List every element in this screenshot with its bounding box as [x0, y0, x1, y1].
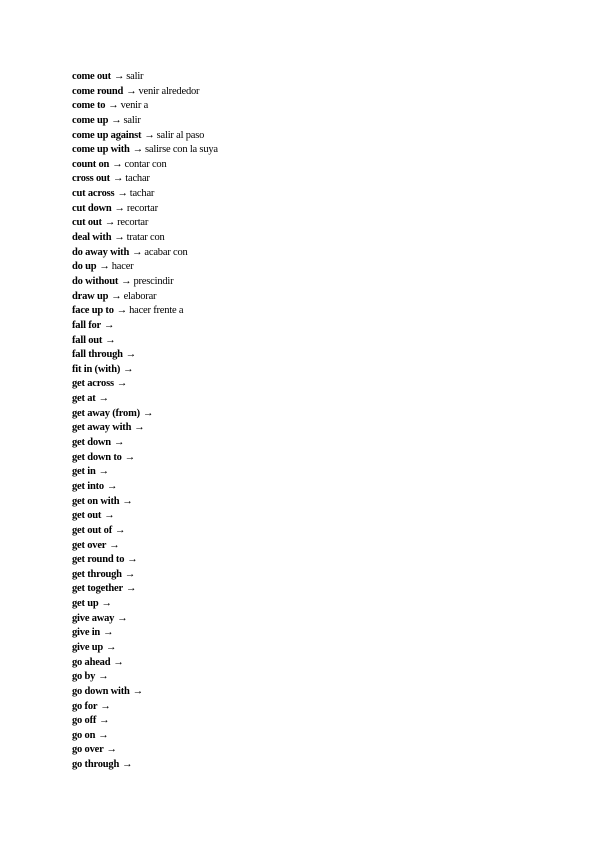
list-item	[72, 348, 218, 363]
right-arrow-icon: →	[132, 685, 144, 697]
list-item	[72, 436, 218, 451]
list-item	[72, 407, 218, 422]
right-arrow-icon: →	[111, 290, 122, 302]
phrasal-verb: come out	[72, 71, 111, 82]
right-arrow-icon: →	[116, 305, 128, 317]
translation: hacer	[111, 261, 134, 273]
right-arrow-icon: →	[132, 144, 143, 156]
phrasal-verb: go for	[72, 700, 98, 712]
phrasal-verb: fall out	[72, 334, 103, 346]
right-arrow-icon: →	[113, 437, 125, 449]
list-item	[72, 231, 218, 246]
phrasal-verb: get together	[72, 583, 123, 595]
phrasal-verb: go on	[72, 729, 96, 741]
phrasal-verb: get out	[72, 510, 102, 522]
phrasal-verb-list	[72, 70, 218, 773]
right-arrow-icon: →	[104, 217, 116, 229]
phrasal-verb: go off	[72, 715, 97, 727]
right-arrow-icon: →	[113, 656, 124, 668]
phrasal-verb: get up	[72, 598, 99, 610]
list-item	[72, 70, 218, 85]
right-arrow-icon: →	[134, 422, 145, 434]
list-item	[72, 246, 218, 261]
right-arrow-icon: →	[117, 188, 128, 200]
list-item	[72, 377, 218, 392]
right-arrow-icon: →	[109, 539, 120, 551]
right-arrow-icon: →	[98, 671, 109, 683]
list-item	[72, 143, 218, 158]
list-item	[72, 85, 218, 100]
phrasal-verb: go ahead	[72, 656, 111, 668]
phrasal-verb: cut down	[72, 202, 112, 214]
right-arrow-icon: →	[111, 114, 122, 126]
right-arrow-icon: →	[121, 275, 132, 287]
phrasal-verb: get down to	[72, 451, 122, 463]
right-arrow-icon: →	[125, 583, 137, 595]
right-arrow-icon: →	[132, 246, 143, 258]
translation: tratar con	[126, 232, 165, 244]
list-item	[72, 524, 218, 539]
list-item	[72, 612, 218, 627]
translation: salir	[126, 71, 144, 82]
right-arrow-icon: →	[104, 510, 115, 522]
list-item	[72, 187, 218, 202]
list-item	[72, 670, 218, 685]
list-item	[72, 495, 218, 510]
phrasal-verb: fall through	[72, 349, 123, 361]
phrasal-verb: come up against	[72, 129, 142, 141]
phrasal-verb: draw up	[72, 290, 109, 302]
right-arrow-icon: →	[112, 158, 123, 170]
right-arrow-icon: →	[125, 349, 137, 361]
list-item	[72, 626, 218, 641]
list-item	[72, 700, 218, 715]
list-item	[72, 597, 218, 612]
right-arrow-icon: →	[124, 568, 136, 580]
phrasal-verb: face up to	[72, 305, 114, 317]
list-item	[72, 509, 218, 524]
phrasal-verb: get across	[72, 378, 114, 390]
right-arrow-icon: →	[108, 100, 119, 112]
phrasal-verb: get round to	[72, 554, 125, 566]
phrasal-verb: get down	[72, 437, 111, 449]
phrasal-verb: fall for	[72, 319, 102, 331]
phrasal-verb: cut out	[72, 217, 102, 229]
translation: prescindir	[133, 275, 174, 287]
phrasal-verb: come up with	[72, 144, 130, 156]
right-arrow-icon: →	[99, 715, 110, 727]
list-item	[72, 275, 218, 290]
right-arrow-icon: →	[115, 524, 126, 536]
right-arrow-icon: →	[142, 407, 154, 419]
phrasal-verb: do up	[72, 261, 97, 273]
right-arrow-icon: →	[144, 129, 155, 141]
phrasal-verb: get away (from)	[72, 407, 140, 419]
list-item	[72, 363, 218, 378]
translation: recortar	[117, 217, 149, 229]
list-item	[72, 129, 218, 144]
right-arrow-icon: →	[106, 744, 117, 756]
phrasal-verb: go through	[72, 759, 120, 771]
list-item	[72, 480, 218, 495]
translation: recortar	[126, 202, 158, 214]
list-item	[72, 743, 218, 758]
list-item	[72, 451, 218, 466]
list-item	[72, 319, 218, 334]
translation: venir alrededor	[138, 85, 200, 97]
phrasal-verb: deal with	[72, 232, 112, 244]
translation: venir a	[120, 100, 149, 112]
list-item	[72, 656, 218, 671]
translation: acabar con	[144, 246, 188, 258]
phrasal-verb: go over	[72, 744, 104, 756]
list-item	[72, 729, 218, 744]
phrasal-verb: come up	[72, 114, 109, 126]
phrasal-verb: go down with	[72, 685, 130, 697]
right-arrow-icon: →	[99, 261, 110, 273]
phrasal-verb: fit in (with)	[72, 363, 121, 375]
right-arrow-icon: →	[101, 598, 112, 610]
right-arrow-icon: →	[106, 480, 118, 492]
phrasal-verb: give up	[72, 641, 103, 653]
right-arrow-icon: →	[116, 378, 128, 390]
right-arrow-icon: →	[105, 334, 116, 346]
right-arrow-icon: →	[114, 202, 125, 214]
list-item	[72, 641, 218, 656]
list-item	[72, 290, 218, 305]
phrasal-verb: cross out	[72, 173, 110, 185]
phrasal-verb: get over	[72, 539, 107, 551]
translation: salir al paso	[156, 129, 205, 141]
list-item	[72, 582, 218, 597]
phrasal-verb: get away with	[72, 422, 132, 434]
right-arrow-icon: →	[117, 612, 128, 624]
right-arrow-icon: →	[98, 729, 109, 741]
translation: tachar	[129, 188, 155, 200]
phrasal-verb: give away	[72, 612, 115, 624]
phrasal-verb: get in	[72, 466, 96, 478]
list-item	[72, 304, 218, 319]
list-item	[72, 114, 218, 129]
list-item	[72, 260, 218, 275]
phrasal-verb: come round	[72, 85, 124, 97]
right-arrow-icon: →	[105, 641, 117, 653]
list-item	[72, 158, 218, 173]
list-item	[72, 99, 218, 114]
right-arrow-icon: →	[122, 495, 133, 507]
phrasal-verb: do away with	[72, 246, 130, 258]
list-item	[72, 421, 218, 436]
translation: salirse con la suya	[145, 144, 218, 156]
right-arrow-icon: →	[98, 393, 109, 405]
phrasal-verb: give in	[72, 627, 101, 639]
translation: hacer frente a	[129, 305, 184, 317]
phrasal-verb: get through	[72, 568, 122, 580]
phrasal-verb: do without	[72, 275, 119, 287]
phrasal-verb: get at	[72, 393, 96, 405]
list-item	[72, 553, 218, 568]
list-item	[72, 202, 218, 217]
list-item	[72, 334, 218, 349]
translation: tachar	[125, 173, 150, 185]
list-item	[72, 539, 218, 554]
right-arrow-icon: →	[104, 319, 115, 331]
translation: contar con	[124, 158, 167, 170]
right-arrow-icon: →	[124, 451, 136, 463]
right-arrow-icon: →	[127, 554, 138, 566]
phrasal-verb: go by	[72, 671, 96, 683]
phrasal-verb: cut across	[72, 188, 115, 200]
right-arrow-icon: →	[113, 71, 125, 82]
phrasal-verb: get into	[72, 480, 104, 492]
right-arrow-icon: →	[122, 759, 133, 771]
translation: salir	[123, 114, 141, 126]
right-arrow-icon: →	[114, 232, 125, 244]
list-item	[72, 216, 218, 231]
right-arrow-icon: →	[112, 173, 124, 185]
right-arrow-icon: →	[126, 85, 137, 97]
list-item	[72, 758, 218, 773]
translation: elaborar	[123, 290, 157, 302]
phrasal-verb: get on with	[72, 495, 120, 507]
list-item	[72, 172, 218, 187]
list-item	[72, 465, 218, 480]
phrasal-verb: get out of	[72, 524, 112, 536]
right-arrow-icon: →	[123, 363, 134, 375]
phrasal-verb: count on	[72, 158, 110, 170]
list-item	[72, 685, 218, 700]
list-item	[72, 568, 218, 583]
phrasal-verb: come to	[72, 100, 106, 112]
right-arrow-icon: →	[100, 700, 111, 712]
right-arrow-icon: →	[103, 627, 114, 639]
right-arrow-icon: →	[98, 466, 109, 478]
list-item	[72, 714, 218, 729]
list-item	[72, 392, 218, 407]
